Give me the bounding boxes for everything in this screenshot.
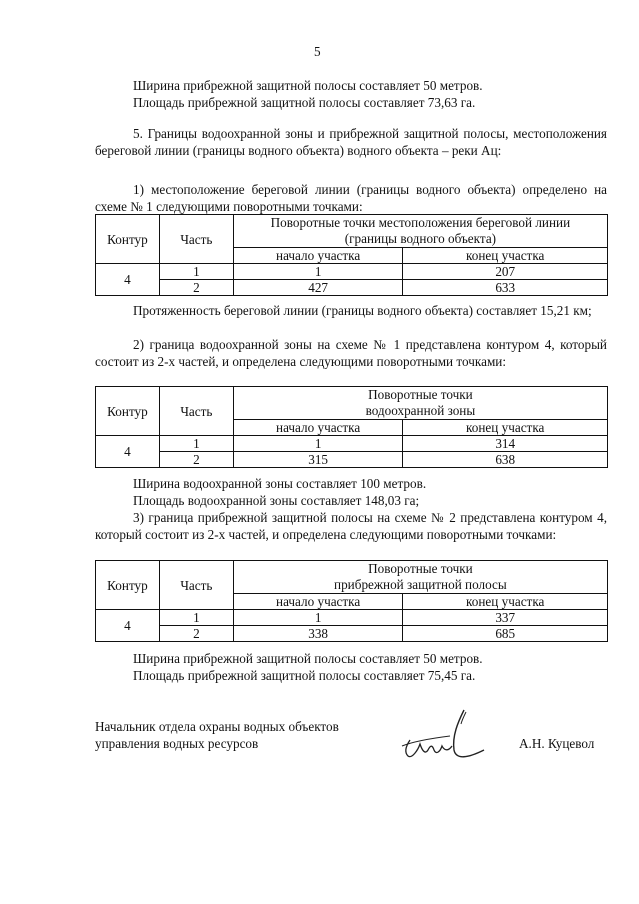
table-row bbox=[96, 264, 608, 280]
cell-part: 2 bbox=[159, 626, 233, 642]
intro-width-text: Ширина прибрежной защитной полосы составляет 50 метров. bbox=[133, 78, 483, 93]
cell-start: 338 bbox=[233, 626, 403, 642]
cell-end: 638 bbox=[403, 452, 608, 468]
cell-start: 1 bbox=[233, 436, 403, 452]
strip-area-text: Площадь прибрежной защитной полосы составляет 75,45 га. bbox=[133, 668, 476, 683]
cell-part: 1 bbox=[159, 610, 233, 626]
cell-contour: 4 bbox=[96, 610, 160, 642]
header-line-1: Поворотные точки местоположения береговой линии bbox=[270, 215, 571, 230]
table-row bbox=[96, 626, 608, 642]
cell-end: 685 bbox=[403, 626, 608, 642]
strip-width-text: Ширина прибрежной защитной полосы составляет 50 метров. bbox=[133, 651, 483, 666]
cell-start: 1 bbox=[233, 264, 403, 280]
header-contour: Контур bbox=[96, 561, 160, 610]
water-protection-zone-table bbox=[95, 386, 608, 468]
handwritten-signature bbox=[392, 706, 502, 766]
header-end: конец участка bbox=[403, 420, 608, 436]
cell-start: 427 bbox=[233, 280, 403, 296]
table-row bbox=[96, 436, 608, 452]
table-row bbox=[96, 452, 608, 468]
table-row bbox=[96, 280, 608, 296]
shoreline-points-table bbox=[95, 214, 608, 296]
header-part: Часть bbox=[159, 215, 233, 264]
header-part: Часть bbox=[159, 561, 233, 610]
page-number: 5 bbox=[314, 44, 321, 59]
cell-contour: 4 bbox=[96, 436, 160, 468]
section-5-heading: 5. Границы водоохранной зоны и прибрежной защитной полосы, местоположения береговой линии (границы водного объекта) водного объекта – реки Ац: bbox=[95, 126, 607, 158]
signatory-name: А.Н. Куцевол bbox=[519, 736, 595, 751]
header-line-2: прибрежной защитной полосы bbox=[334, 577, 507, 592]
header-part: Часть bbox=[159, 387, 233, 436]
cell-contour: 4 bbox=[96, 264, 160, 296]
signatory-position-line-2: управления водных ресурсов bbox=[95, 736, 259, 751]
cell-part: 2 bbox=[159, 280, 233, 296]
cell-end: 314 bbox=[403, 436, 608, 452]
cell-part: 1 bbox=[159, 436, 233, 452]
cell-end: 207 bbox=[403, 264, 608, 280]
header-line-2: (границы водного объекта) bbox=[344, 231, 497, 246]
header-zone-points bbox=[233, 387, 607, 420]
item-3-text: 3) граница прибрежной защитной полосы на схеме № 2 представлена контуром 4, который состоит из 2-х частей, и определена следующими поворотными точками: bbox=[95, 510, 607, 542]
header-end: конец участка bbox=[403, 594, 608, 610]
cell-end: 337 bbox=[403, 610, 608, 626]
header-start: начало участка bbox=[233, 594, 403, 610]
coastal-protection-strip-table bbox=[95, 560, 608, 642]
item-2-text: 2) граница водоохранной зоны на схеме № 1 представлена контуром 4, который состоит из 2-х частей, и определена следующими поворотными точками: bbox=[95, 337, 607, 369]
cell-start: 1 bbox=[233, 610, 403, 626]
cell-part: 1 bbox=[159, 264, 233, 280]
intro-area-text: Площадь прибрежной защитной полосы составляет 73,63 га. bbox=[133, 95, 476, 110]
cell-part: 2 bbox=[159, 452, 233, 468]
cell-start: 315 bbox=[233, 452, 403, 468]
zone-width-text: Ширина водоохранной зоны составляет 100 метров. bbox=[133, 476, 427, 491]
header-line-2: водоохранной зоны bbox=[365, 403, 476, 418]
header-line-1: Поворотные точки bbox=[368, 561, 473, 576]
header-contour: Контур bbox=[96, 387, 160, 436]
header-contour: Контур bbox=[96, 215, 160, 264]
header-strip-points bbox=[233, 561, 607, 594]
header-end: конец участка bbox=[403, 248, 608, 264]
header-line-1: Поворотные точки bbox=[368, 387, 473, 402]
header-start: начало участка bbox=[233, 420, 403, 436]
header-start: начало участка bbox=[233, 248, 403, 264]
header-shoreline-points bbox=[233, 215, 607, 248]
cell-end: 633 bbox=[403, 280, 608, 296]
item-1-text: 1) местоположение береговой линии (границы водного объекта) определено на схеме № 1 следующими поворотными точками: bbox=[95, 182, 607, 214]
signatory-position-line-1: Начальник отдела охраны водных объектов bbox=[95, 719, 339, 734]
table-row bbox=[96, 610, 608, 626]
zone-area-text: Площадь водоохранной зоны составляет 148,03 га; bbox=[133, 493, 420, 508]
shoreline-length-text: Протяженность береговой линии (границы водного объекта) составляет 15,21 км; bbox=[133, 303, 592, 318]
